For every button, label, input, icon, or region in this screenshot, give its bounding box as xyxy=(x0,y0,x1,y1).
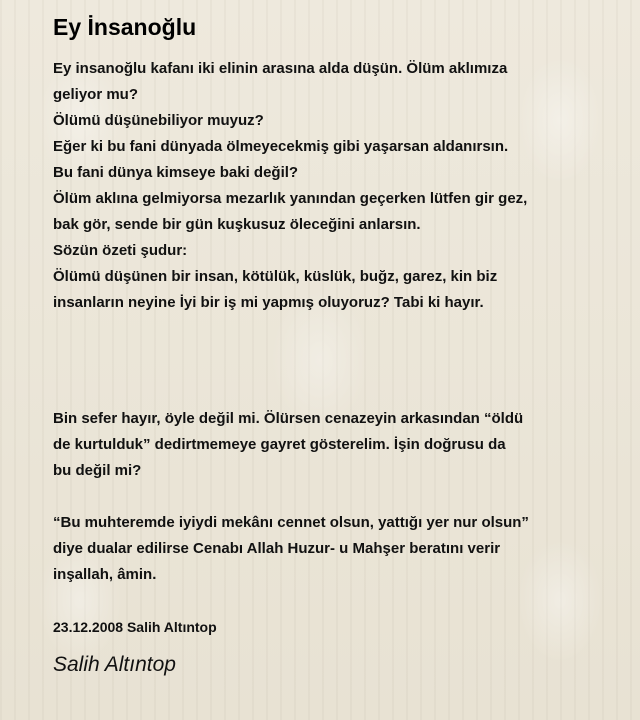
date-author-line: 23.12.2008 Salih Altıntop xyxy=(53,619,217,635)
stanza-2 xyxy=(53,406,613,484)
poem-line: Ey insanoğlu kafanı iki elinin arasına alda düşün. Ölüm aklımıza xyxy=(53,60,508,77)
poem-line: Ölüm aklına gelmiyorsa mezarlık yanından geçerken lütfen gir gez, xyxy=(53,190,528,207)
poem-line: insanların neyine İyi bir iş mi yapmış oluyoruz? Tabi ki hayır. xyxy=(53,294,484,311)
stanza-1 xyxy=(53,56,613,316)
poem-line: de kurtulduk” dedirtmemeye gayret gösterelim. İşin doğrusu da xyxy=(53,436,506,453)
poem-line: Ölümü düşünebiliyor muyuz? xyxy=(53,112,264,129)
stanza-3 xyxy=(53,510,613,588)
poem-line: Ölümü düşünen bir insan, kötülük, küslük, buğz, garez, kin biz xyxy=(53,268,498,285)
poem-line: diye dualar edilirse Cenabı Allah Huzur- u Mahşer beratını verir xyxy=(53,540,501,557)
stanza-spacer xyxy=(53,484,613,510)
poem-line: “Bu muhteremde iyiydi mekânı cennet olsun, yattığı yer nur olsun” xyxy=(53,514,529,531)
poem-title: Ey İnsanoğlu xyxy=(53,14,197,40)
poem-line: bak gör, sende bir gün kuşkusuz öleceğini anlarsın. xyxy=(53,216,421,233)
stanza-spacer xyxy=(53,316,613,406)
poem-line: Bu fani dünya kimseye baki değil? xyxy=(53,164,299,181)
author-signature: Salih Altıntop xyxy=(53,653,176,676)
poem-line: Eğer ki bu fani dünyada ölmeyecekmiş gibi yaşarsan aldanırsın. xyxy=(53,138,509,155)
poem-line: inşallah, âmin. xyxy=(53,566,157,583)
poem-line: bu değil mi? xyxy=(53,462,142,479)
poem-container xyxy=(53,12,613,679)
poem-line: geliyor mu? xyxy=(53,86,139,103)
poem-line: Sözün özeti şudur: xyxy=(53,242,188,259)
poem-line: Bin sefer hayır, öyle değil mi. Ölürsen cenazeyin arkasından “öldü xyxy=(53,410,524,427)
